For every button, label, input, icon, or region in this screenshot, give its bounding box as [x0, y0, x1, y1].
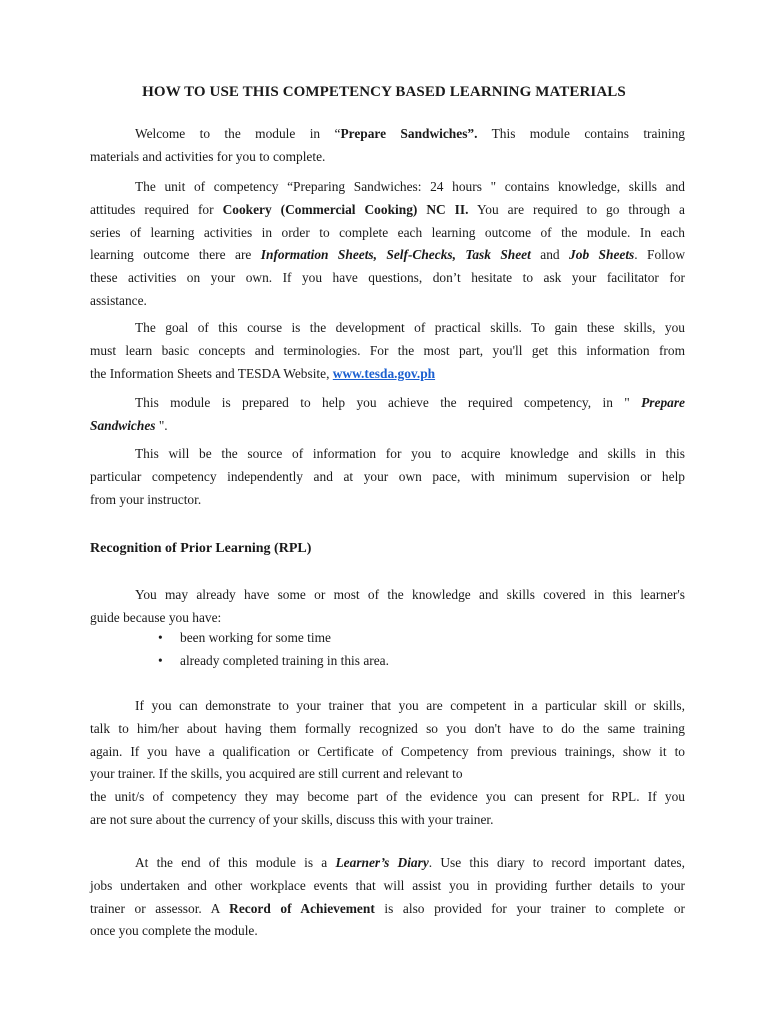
text-line: The goal of this course is the development of practical skills. To gain these skills, you: [135, 320, 685, 335]
text-line: The unit of competency “Preparing Sandwiches: 24 hours " contains knowledge, skills and: [135, 179, 685, 194]
text-line: This module is prepared to help you achieve the required competency, in " Prepare: [135, 395, 685, 410]
text-line: assistance.: [90, 292, 147, 308]
bullet-icon: •: [158, 630, 163, 645]
paragraph-module-purpose: [90, 392, 685, 438]
text-line: once you complete the module.: [90, 923, 258, 939]
text-line: particular competency independently and at your own pace, with minimum supervision or help: [90, 468, 685, 484]
text-line: At the end of this module is a Learner’s Diary. Use this diary to record important dates,: [135, 855, 685, 870]
paragraph-demonstrate-competence: [90, 695, 685, 832]
text-line: your trainer. If the skills, you acquired are still current and relevant to: [90, 766, 463, 782]
text-line: materials and activities for you to complete.: [90, 148, 326, 164]
text-line: attitudes required for Cookery (Commercial Cooking) NC II. You are required to go through a: [90, 201, 685, 217]
text-line: Sandwiches ".: [90, 417, 168, 433]
paragraph-prior-knowledge: [90, 584, 685, 630]
text-line: again. If you have a qualification or Certificate of Competency from previous trainings, show it to: [90, 743, 685, 759]
text-line: guide because you have:: [90, 609, 222, 625]
page-title: HOW TO USE THIS COMPETENCY BASED LEARNING MATERIALS: [142, 84, 626, 100]
text-line: If you can demonstrate to your trainer that you are competent in a particular skill or skills,: [135, 698, 685, 713]
text-line: are not sure about the currency of your skills, discuss this with your trainer.: [90, 811, 494, 827]
paragraph-course-goal: [90, 317, 685, 385]
text-line: jobs undertaken and other workplace events that will assist you in providing further details to your: [90, 877, 685, 893]
text-line: these activities on your own. If you have questions, don’t hesitate to ask your facilitator for: [90, 270, 685, 286]
text-line: the unit/s of competency they may become part of the evidence you can present for RPL. If you: [90, 789, 685, 805]
paragraph-unit-of-competency: [90, 176, 685, 313]
text-line: Welcome to the module in “Prepare Sandwiches”. This module contains training: [135, 126, 685, 141]
document-page: HOW TO USE THIS COMPETENCY BASED LEARNING MATERIALS Welcome to the module in “Prepare Sandwiches”. This module contains training materials and activities for you to complete. The unit of competency “Preparing Sandwiches: 24 hours " contains knowledge, skills and attitudes required for Cookery (Commercial Cooking) NC II. You are required to go through a series of learning activities in order to complete each learning outcome of the module. In each learning outcome there are Information Sheets, Self-Checks, Task Sheet and Job Sheets. Follow these activities on your own. If you have questions, don’t hesitate to ask your facilitator for assistance. The goal of this course is the development of practical skills. To gain these skills, you must learn basic concepts and terminologies. For the most part, you'll get this information from the Information Sheets and TESDA Website, www.tesda.gov.ph This module is prepared to help you achieve the required competency, in " Prepare Sandwiches ". This will be the source of information for you to acquire knowledge and skills in this particular competency independently and at your own pace, with minimum supervision or help from your instructor. Recognition of Prior Learning (RPL) You may already have some or most of the knowledge and skills covered in this learner's guide because you have: • been working for some time • already completed training in this area. If you can demonstrate to your trainer that you are competent in a particular skill or skills, talk to him/her about having them formally recognized so you don't have to do the same training again. If you have a qualification or Certificate of Competency from previous trainings, show it to your trainer. If the skills, you acquired are still current and relevant to the unit/s of competency they may become part of the evidence you can present for RPL. If you are not sure about the currency of your skills, discuss this with your trainer. At the end of this module is a Learner’s Diary. Use this diary to record important dates, jobs undertaken and other workplace events that will assist you in providing further details to your trainer or assessor. A Record of Achievement is also provided for your trainer to complete or once you complete the module.: [0, 0, 768, 1024]
bullet-icon: •: [158, 653, 163, 668]
text-line: from your instructor.: [90, 491, 202, 507]
text-line: You may already have some or most of the knowledge and skills covered in this learner's: [135, 587, 685, 602]
text-line: This will be the source of information for you to acquire knowledge and skills in this: [135, 446, 685, 461]
paragraph-information-source: [90, 443, 685, 511]
paragraph-learners-diary: [90, 852, 685, 943]
text-line: talk to him/her about having them formally recognized so you don't have to do the same training: [90, 720, 685, 736]
text-line: must learn basic concepts and terminologies. For the most part, you'll get this information from: [90, 342, 685, 358]
text-line: learning outcome there are Information Sheets, Self-Checks, Task Sheet and Job Sheets. Follow: [90, 247, 685, 263]
text-line: trainer or assessor. A Record of Achievement is also provided for your trainer to complete or: [90, 900, 685, 916]
paragraph-welcome: [90, 123, 685, 169]
text-line: series of learning activities in order to complete each learning outcome of the module. In each: [90, 224, 685, 240]
tesda-website-link[interactable]: www.tesda.gov.ph: [332, 365, 436, 381]
section-heading-rpl: Recognition of Prior Learning (RPL): [90, 541, 312, 556]
text-line: the Information Sheets and TESDA Website, www.tesda.gov.ph: [90, 365, 436, 381]
